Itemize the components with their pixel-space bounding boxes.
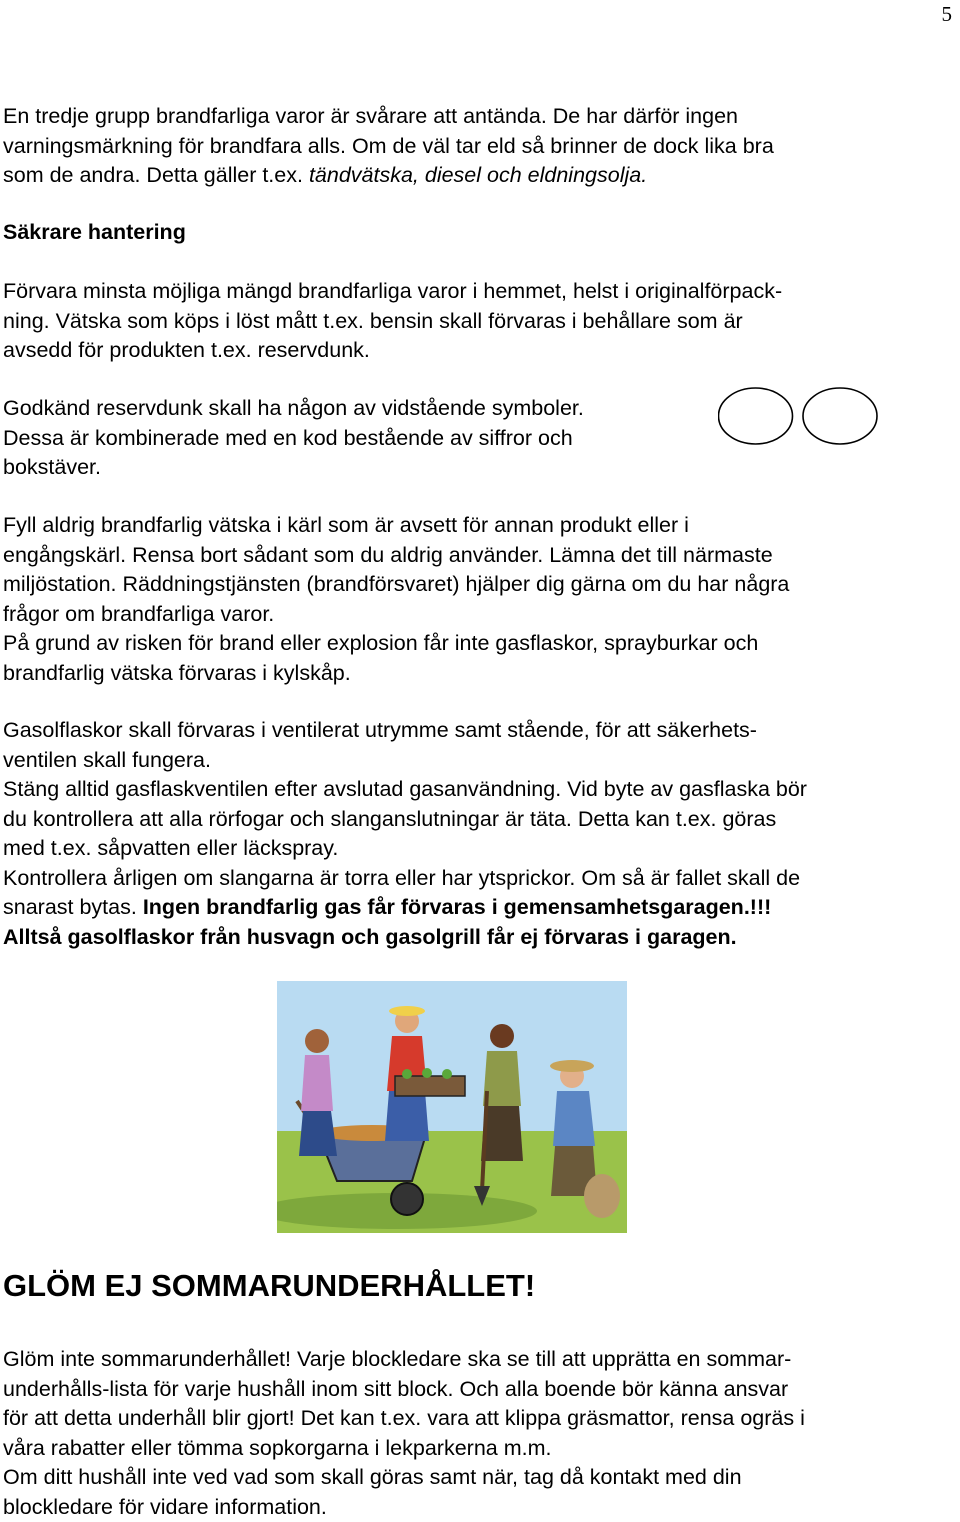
paragraph-line: våra rabatter eller tömma sopkorgarna i lekparkerna m.m. <box>3 1434 953 1464</box>
paragraph-gas <box>3 716 953 952</box>
section-heading: Säkrare hantering <box>3 218 953 248</box>
paragraph-line: Fyll aldrig brandfarlig vätska i kärl som är avsett för annan produkt eller i <box>3 511 953 541</box>
symbol-oval-left <box>719 388 793 444</box>
paragraph-text: snarast bytas. <box>3 895 143 919</box>
symbol-oval-right <box>803 388 877 444</box>
paragraph-line: blockledare för vidare information. <box>3 1493 953 1522</box>
intro-italic-text: tändvätska, diesel och eldningsolja. <box>309 163 647 187</box>
intro-line: varningsmärkning för brandfara alls. Om de väl tar eld så brinner de dock lika bra <box>3 132 953 162</box>
intro-line <box>3 161 953 191</box>
seedling <box>422 1068 432 1078</box>
paragraph-line: ventilen skall fungera. <box>3 746 953 776</box>
seedling <box>402 1069 412 1079</box>
person-head <box>305 1029 329 1053</box>
paragraph-line: miljöstation. Räddningstjänsten (brandförsvaret) hjälper dig gärna om du har några <box>3 570 953 600</box>
person-shirt <box>553 1091 595 1146</box>
paragraph-line: med t.ex. såpvatten eller läckspray. <box>3 834 953 864</box>
paragraph-line: för att detta underhåll blir gjort! Det kan t.ex. vara att klippa gräsmattor, rensa ogräs i <box>3 1404 953 1434</box>
paragraph-line: Förvara minsta möjliga mängd brandfarliga varor i hemmet, helst i originalförpack- <box>3 277 953 307</box>
wheelbarrow-wheel <box>391 1183 423 1215</box>
paragraph-line: Om ditt hushåll inte ved vad som skall göras samt när, tag då kontakt med din <box>3 1463 953 1493</box>
person-head <box>490 1024 514 1048</box>
paragraph-line <box>3 893 953 923</box>
paragraph-line: frågor om brandfarliga varor. <box>3 600 953 630</box>
seedling <box>442 1069 452 1079</box>
paragraph-line: ning. Vätska som köps i löst mått t.ex. bensin skall förvaras i behållare som är <box>3 307 953 337</box>
paragraph-line: engångskärl. Rensa bort sådant som du aldrig använder. Lämna det till närmaste <box>3 541 953 571</box>
paragraph-line: På grund av risken för brand eller explosion får inte gasflaskor, sprayburkar och <box>3 629 953 659</box>
paragraph-symbols <box>3 394 703 483</box>
paragraph-line: brandfarlig vätska förvaras i kylskåp. <box>3 659 953 689</box>
paragraph-storage <box>3 277 953 366</box>
intro-text: som de andra. Detta gäller t.ex. <box>3 163 309 187</box>
gardening-illustration <box>277 981 627 1233</box>
paragraph-line: avsedd för produkten t.ex. reservdunk. <box>3 336 953 366</box>
intro-paragraph <box>3 102 953 191</box>
paragraph-line: Kontrollera årligen om slangarna är torra eller har ytsprickor. Om så är fallet skall de <box>3 864 953 894</box>
plant-tray <box>395 1076 465 1096</box>
person-shirt <box>483 1051 521 1106</box>
intro-line: En tredje grupp brandfarliga varor är svårare att antända. De har därför ingen <box>3 102 953 132</box>
person-hat <box>389 1006 425 1016</box>
paragraph-line: Stäng alltid gasflaskventilen efter avslutad gasanvändning. Vid byte av gasflaska bör <box>3 775 953 805</box>
paragraph-line: Dessa är kombinerade med en kod bestående av siffror och <box>3 424 703 454</box>
warning-bold-line: Alltså gasolflaskor från husvagn och gasolgrill får ej förvaras i garagen. <box>3 923 953 953</box>
paragraph-line: Glöm inte sommarunderhållet! Varje blockledare ska se till att upprätta en sommar- <box>3 1345 953 1375</box>
paragraph-summer <box>3 1345 953 1522</box>
symbol-ovals <box>718 385 888 449</box>
person-pants <box>299 1111 337 1156</box>
person-pants <box>385 1091 429 1141</box>
paragraph-containers <box>3 511 953 688</box>
person-shirt <box>301 1055 333 1111</box>
warning-bold-text: Ingen brandfarlig gas får förvaras i gemensamhetsgaragen.!!! <box>143 895 771 919</box>
paragraph-line: Gasolflaskor skall förvaras i ventilerat utrymme samt stående, för att säkerhets- <box>3 716 953 746</box>
paragraph-line: Godkänd reservdunk skall ha någon av vidstående symboler. <box>3 394 703 424</box>
person-hat <box>550 1060 594 1072</box>
paragraph-line: bokstäver. <box>3 453 703 483</box>
summer-heading: GLÖM EJ SOMMARUNDERHÅLLET! <box>3 1268 953 1304</box>
paragraph-line: du kontrollera att alla rörfogar och slanganslutningar är täta. Detta kan t.ex. göras <box>3 805 953 835</box>
page-number: 5 <box>942 2 953 27</box>
seed-sack <box>584 1174 620 1218</box>
paragraph-line: underhålls-lista för varje hushåll inom sitt block. Och alla boende bör känna ansvar <box>3 1375 953 1405</box>
